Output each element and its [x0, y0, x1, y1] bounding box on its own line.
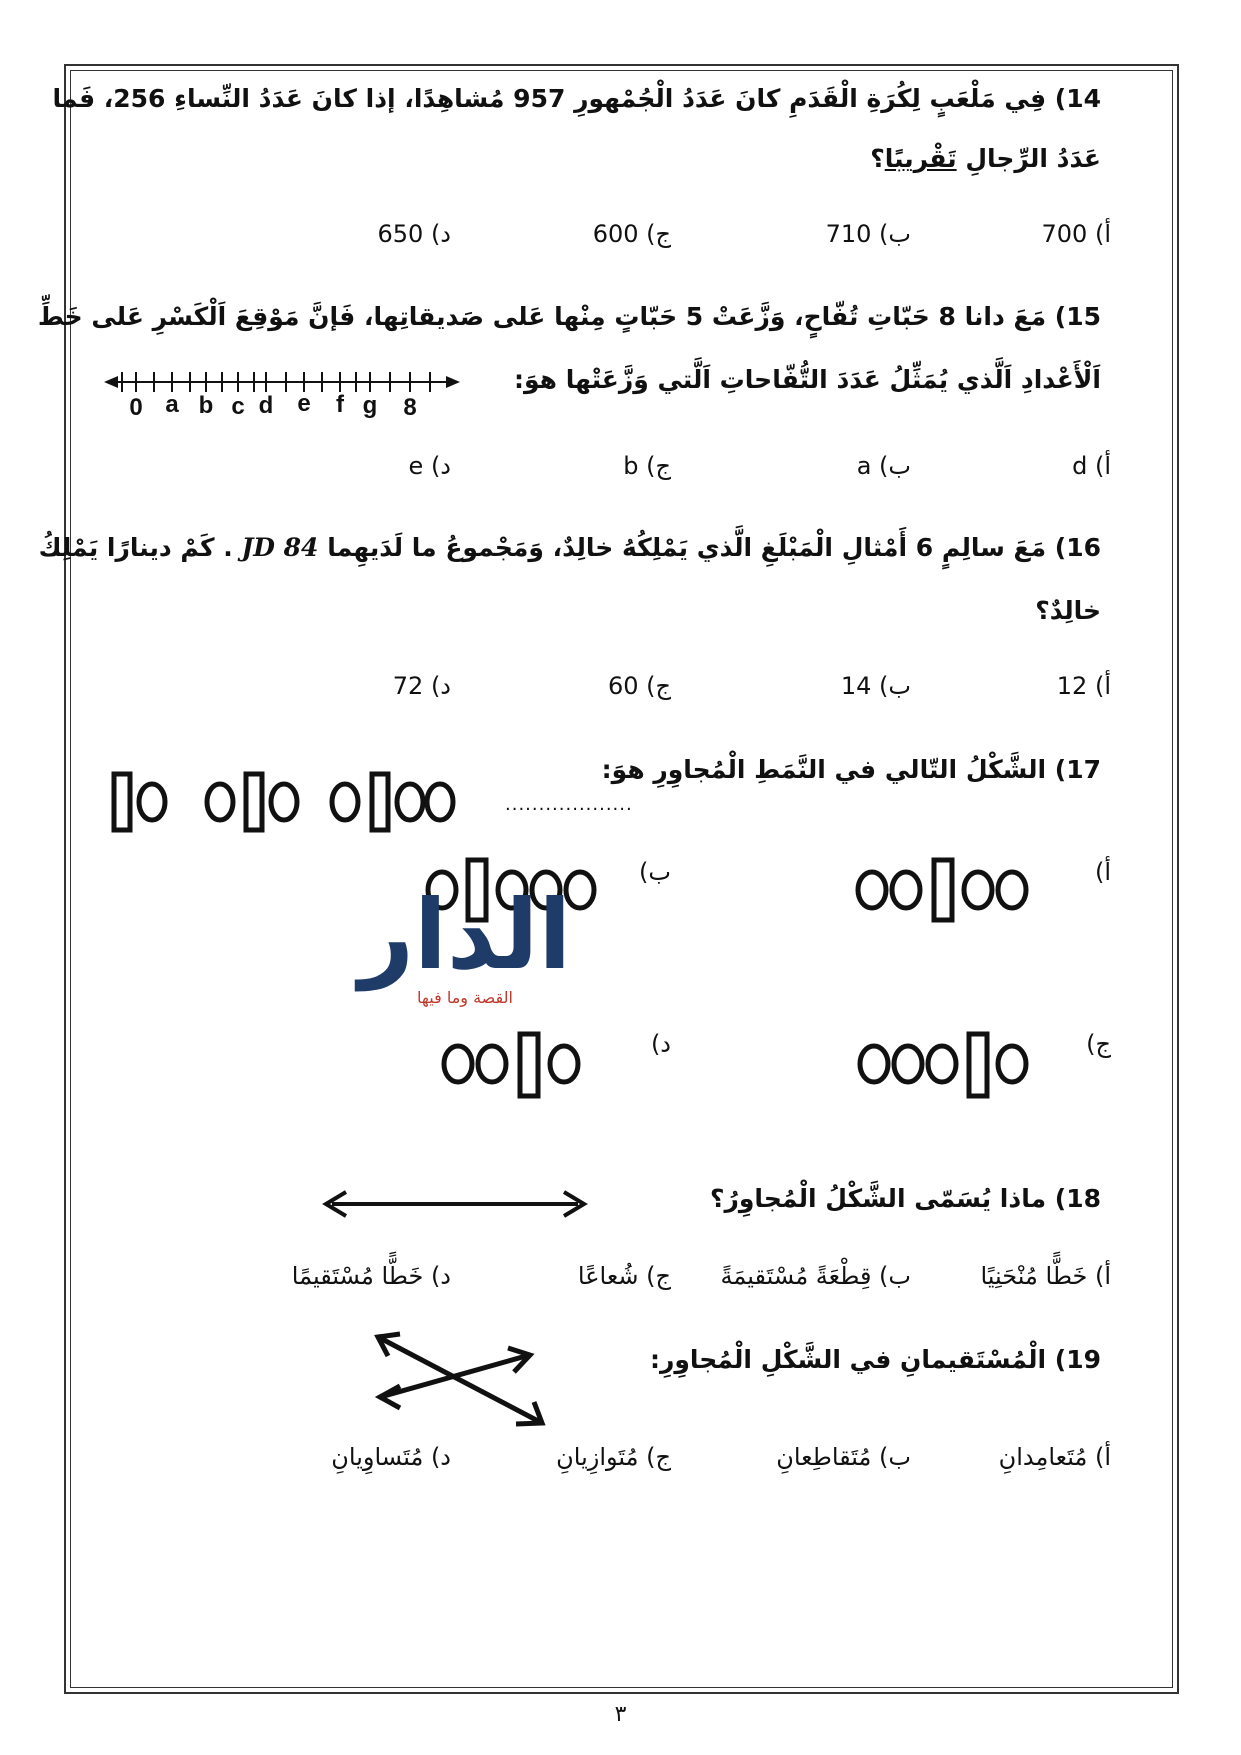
- q19-option-c[interactable]: ج) مُتَوازِيانِ: [556, 1443, 671, 1471]
- q14-option-c[interactable]: ج) 600: [592, 220, 671, 248]
- q17-blank-dots: ...................: [505, 794, 633, 815]
- nl-label-b: b: [198, 392, 214, 419]
- q17-option-a-label[interactable]: أ): [1094, 858, 1111, 886]
- q15-option-c[interactable]: ج) b: [623, 452, 671, 480]
- q19-intersecting-lines: [370, 1330, 550, 1430]
- q15-line1: 15) مَعَ دانا 8 حَبّاتِ تُفّاحٍ، وَزَّعَتْ 5 حَبّاتٍ مِنْها عَلى صَديقاتِها، فَإنَّ مَوْقِعَ اَلْكَسْرِ عَلى خَطِّ: [37, 302, 1101, 331]
- nl-label-g: g: [362, 392, 378, 419]
- nl-label-8: 8: [403, 394, 417, 421]
- q16-option-c[interactable]: ج) 60: [607, 672, 671, 700]
- q19-option-d[interactable]: د) مُتَساوِيانِ: [331, 1443, 451, 1471]
- nl-label-e: e: [297, 390, 311, 417]
- q14-line2: عَدَدُ الرِّجالِ تَقْريبًا؟: [870, 144, 1101, 173]
- q16-line1: 16) مَعَ سالِمٍ 6 أَمْثالِ الْمَبْلَغِ الَّذي يَمْلِكُهُ خالِدٌ، وَمَجْموعُ ما لَدَيهِما JD 84 . كَمْ دينارًا يَمْلِكُ: [38, 533, 1101, 562]
- q14-option-b[interactable]: ب) 710: [825, 220, 911, 248]
- watermark-tagline: القصة وما فيها: [417, 988, 513, 1007]
- q17-pattern: [100, 760, 460, 840]
- number-line: [104, 370, 464, 420]
- nl-label-d: d: [258, 392, 274, 419]
- q15-option-b[interactable]: ب) a: [856, 452, 911, 480]
- q15-line2: اَلْأَعْدادِ اَلَّذي يُمَثِّلُ عَدَدَ التُّفّاحاتِ اَلَّتي وَزَّعَتْها هوَ:: [514, 365, 1101, 394]
- q14-line1: 14) فِي مَلْعَبٍ لِكُرَةِ الْقَدَمِ كانَ عَدَدُ الْجُمْهورِ 957 مُشاهِدًا، إذا كانَ عَدَدُ النِّساءِ 256، فَما: [52, 84, 1101, 113]
- q19-option-a[interactable]: أ) مُتَعامِدانِ: [998, 1443, 1111, 1471]
- nl-label-0: 0: [129, 394, 143, 421]
- q17-option-b-label[interactable]: ب): [639, 858, 671, 886]
- q18-option-d[interactable]: د) خَطًّا مُسْتَقيمًا: [291, 1262, 451, 1290]
- pattern-term-1: [114, 774, 165, 830]
- q18-line1: 18) ماذا يُسَمّى الشَّكْلُ الْمُجاوِرُ؟: [710, 1184, 1101, 1213]
- q19-line1: 19) الْمُسْتَقيمانِ في الشَّكْلِ الْمُجاوِرِ:: [649, 1345, 1101, 1374]
- q17-line1: 17) الشَّكْلُ التّالي في النَّمَطِ الْمُجاوِرِ هوَ:: [601, 755, 1101, 784]
- q14-option-d[interactable]: د) 650: [377, 220, 451, 248]
- q15-option-a[interactable]: أ) d: [1072, 452, 1111, 480]
- watermark-logo: [350, 880, 580, 1020]
- q16-amount: JD 84: [241, 533, 319, 562]
- q18-option-c[interactable]: ج) شُعاعًا: [577, 1262, 671, 1290]
- q16-option-a[interactable]: أ) 12: [1056, 672, 1111, 700]
- pattern-term-2: [207, 774, 297, 830]
- q18-option-b[interactable]: ب) قِطْعَةً مُسْتَقيمَةً: [720, 1262, 911, 1290]
- pattern-term-3: [332, 774, 453, 830]
- page-number: ٣: [614, 1702, 627, 1727]
- q14-option-a[interactable]: أ) 700: [1041, 220, 1111, 248]
- nl-label-f: f: [336, 391, 344, 418]
- watermark-text: الدار: [358, 879, 572, 991]
- q16-option-b[interactable]: ب) 14: [840, 672, 911, 700]
- q17-option-c-label[interactable]: ج): [1086, 1030, 1111, 1058]
- q17-option-d-label[interactable]: د): [650, 1030, 671, 1058]
- q17-option-d-shape[interactable]: [436, 1022, 616, 1106]
- q17-option-a-shape[interactable]: [850, 850, 1050, 930]
- q16-option-d[interactable]: د) 72: [392, 672, 451, 700]
- q16-line2: خالِدٌ؟: [1035, 596, 1101, 625]
- q17-option-c-shape[interactable]: [852, 1022, 1062, 1106]
- nl-label-a: a: [165, 391, 179, 418]
- q19-option-b[interactable]: ب) مُتَقاطِعانِ: [776, 1443, 911, 1471]
- q15-option-d[interactable]: د) e: [408, 452, 451, 480]
- nl-label-c: c: [231, 393, 245, 420]
- q18-line-figure: [320, 1186, 590, 1226]
- q18-option-a[interactable]: أ) خَطًّا مُنْحَنِيًا: [980, 1262, 1111, 1290]
